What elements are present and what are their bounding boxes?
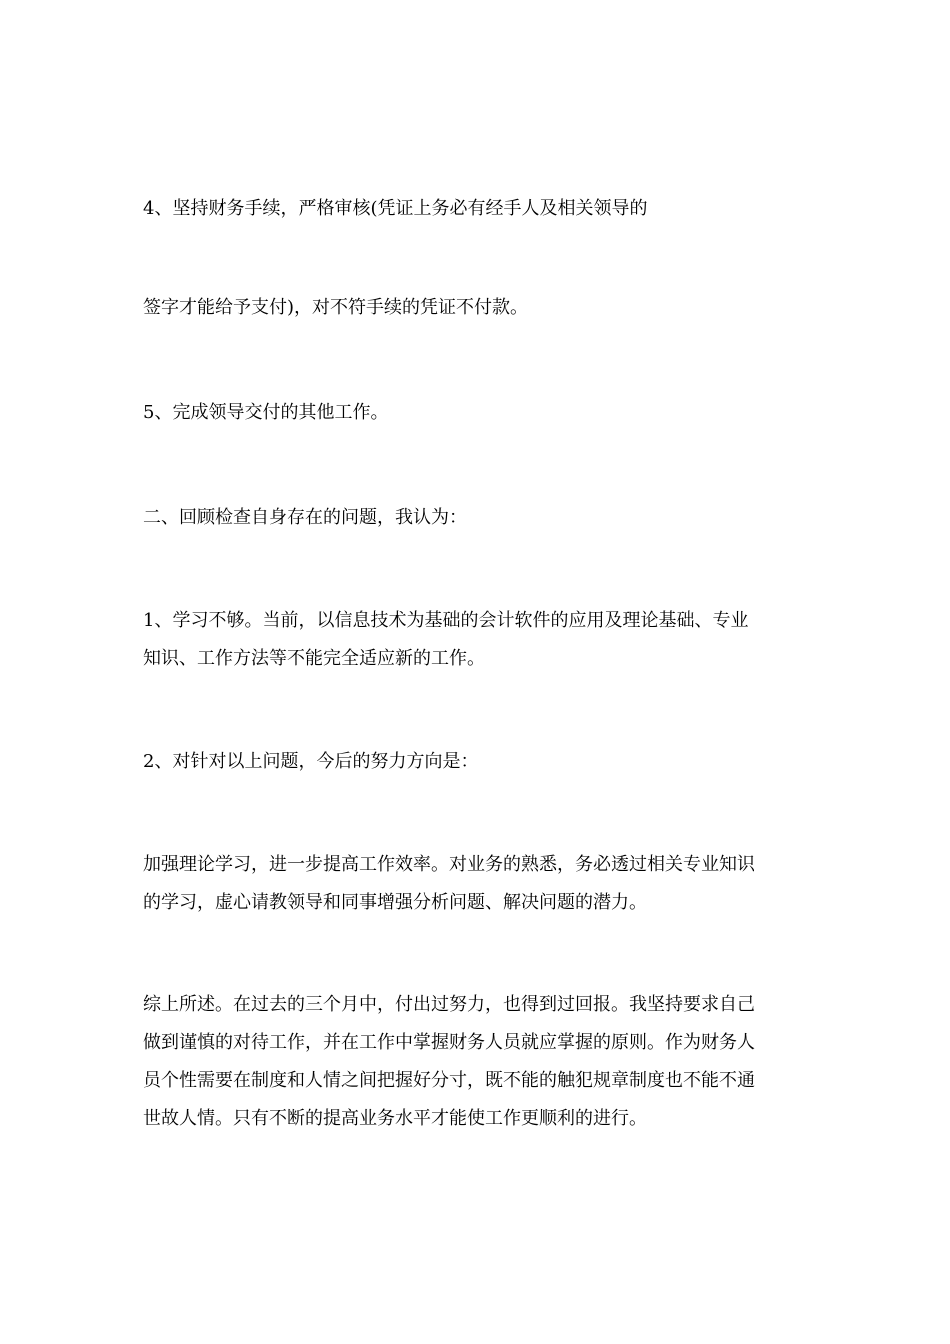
paragraph-item-4-continued — [143, 289, 813, 327]
paragraph-summary — [143, 986, 813, 1138]
paragraph-line: 加强理论学习，进一步提高工作效率。对业务的熟悉，务必透过相关专业知识 — [143, 854, 755, 875]
paragraph-line: 签字才能给予支付)，对不符手续的凭证不付款。 — [143, 297, 529, 318]
paragraph-problem-2 — [143, 743, 813, 781]
paragraph-problem-1 — [143, 602, 813, 678]
paragraph-line: 做到谨慎的对待工作，并在工作中掌握财务人员就应掌握的原则。作为财务人 — [143, 1032, 755, 1053]
paragraph-improvement — [143, 846, 813, 922]
paragraph-line: 1、学习不够。当前，以信息技术为基础的会计软件的应用及理论基础、专业 — [143, 610, 749, 631]
paragraph-line: 知识、工作方法等不能完全适应新的工作。 — [143, 648, 485, 669]
paragraph-line: 综上所述。在过去的三个月中，付出过努力，也得到过回报。我坚持要求自己 — [143, 994, 755, 1015]
paragraph-line: 世故人情。只有不断的提高业务水平才能使工作更顺利的进行。 — [143, 1108, 647, 1129]
section-heading-review — [143, 499, 813, 537]
paragraph-line: 二、回顾检查自身存在的问题，我认为： — [143, 507, 467, 528]
paragraph-item-5 — [143, 394, 813, 432]
paragraph-item-4 — [143, 190, 813, 228]
paragraph-line: 5、完成领导交付的其他工作。 — [143, 402, 389, 423]
paragraph-line: 员个性需要在制度和人情之间把握好分寸，既不能的触犯规章制度也不能不通 — [143, 1070, 755, 1091]
paragraph-line: 4、坚持财务手续，严格审核(凭证上务必有经手人及相关领导的 — [143, 198, 648, 219]
paragraph-line: 2、对针对以上问题，今后的努力方向是： — [143, 751, 479, 772]
paragraph-line: 的学习，虚心请教领导和同事增强分析问题、解决问题的潜力。 — [143, 892, 647, 913]
